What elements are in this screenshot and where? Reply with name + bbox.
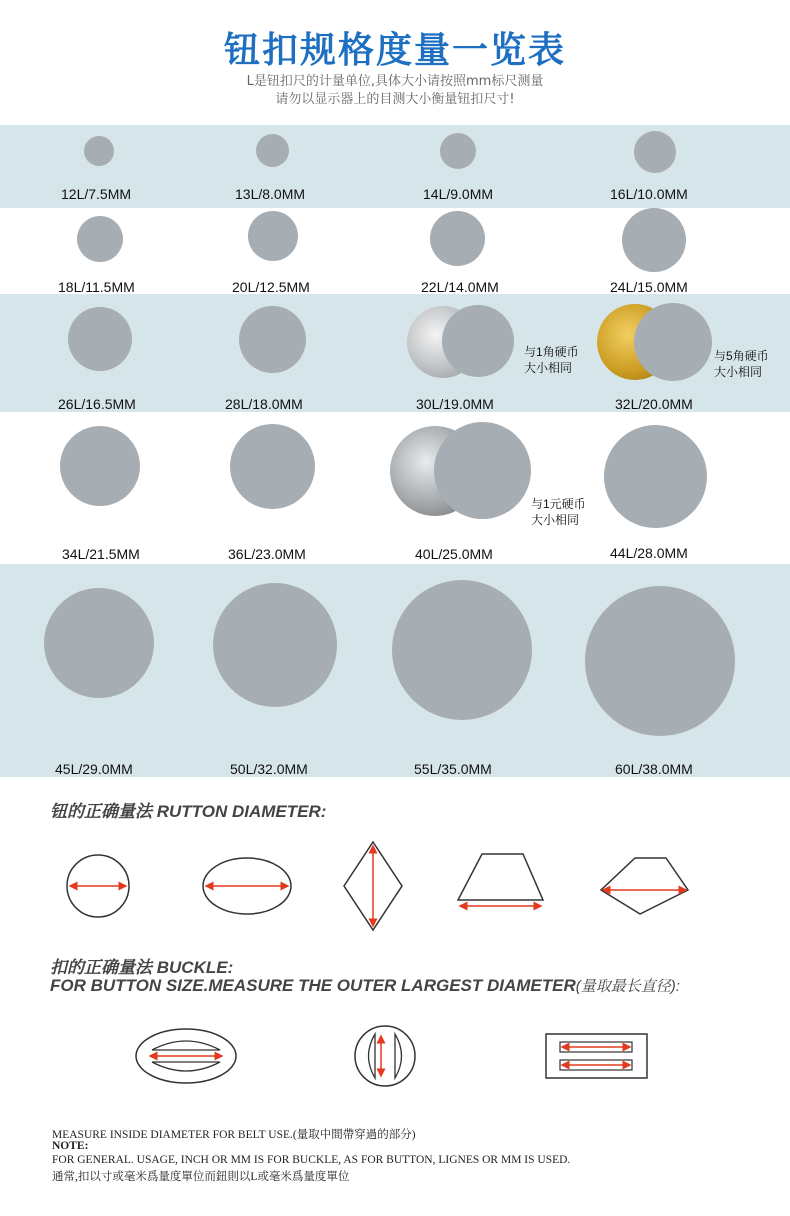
coin-note: 与1元硬币 大小相同: [531, 497, 586, 527]
button-size-circle: [44, 588, 154, 698]
size-label: 12L/7.5MM: [61, 186, 132, 202]
size-label: 40L/25.0MM: [415, 546, 493, 562]
button-size-circle: [77, 216, 123, 262]
size-label: 16L/10.0MM: [610, 186, 688, 202]
button-size-circle: [434, 422, 531, 519]
button-size-circle: [84, 136, 114, 166]
size-label: 55L/35.0MM: [414, 761, 492, 777]
button-size-circle: [442, 305, 514, 377]
size-label: 22L/14.0MM: [421, 279, 499, 295]
button-size-circle: [256, 134, 289, 167]
button-size-circle: [68, 307, 132, 371]
size-label: 32L/20.0MM: [615, 396, 693, 412]
coin-note: 与5角硬币 大小相同: [714, 349, 769, 379]
button-size-circle: [634, 131, 676, 173]
footer-note-en: FOR GENERAL. USAGE, INCH OR MM IS FOR BUCKLE, AS FOR BUTTON, LIGNES OR MM IS USED.: [52, 1154, 571, 1166]
subtitle-line-2: 请勿以显示器上的目测大小衡量钮扣尺寸!: [275, 92, 515, 107]
button-size-circle: [604, 425, 707, 528]
footer-belt-note: MEASURE INSIDE DIAMETER FOR BELT USE.(量取中間帶穿過的部分): [52, 1129, 416, 1141]
size-label: 60L/38.0MM: [615, 761, 693, 777]
button-size-circle: [440, 133, 476, 169]
size-label: 13L/8.0MM: [235, 186, 306, 202]
coin-note: 与1角硬币 大小相同: [524, 345, 579, 375]
size-label: 14L/9.0MM: [423, 186, 494, 202]
size-label: 45L/29.0MM: [55, 761, 133, 777]
button-size-circle: [239, 306, 306, 373]
size-label: 30L/19.0MM: [416, 396, 494, 412]
button-measure-heading: 钮的正确量法 RUTTON DIAMETER:: [50, 802, 327, 821]
size-label: 34L/21.5MM: [62, 546, 140, 562]
button-size-circle: [230, 424, 315, 509]
button-size-circle: [634, 303, 712, 381]
size-label: 44L/28.0MM: [610, 545, 688, 561]
button-size-circle: [430, 211, 485, 266]
buckle-measure-diagrams-icon: [130, 1022, 660, 1092]
footer-note-cn: 通常,扣以寸或毫米爲量度單位而鈕則以L或毫米爲量度單位: [52, 1171, 350, 1183]
buckle-measure-instruction: FOR BUTTON SIZE.MEASURE THE OUTER LARGEST DIAMETER(量取最长直径):: [50, 976, 680, 995]
size-label: 26L/16.5MM: [58, 396, 136, 412]
button-size-circle: [392, 580, 532, 720]
size-label: 28L/18.0MM: [225, 396, 303, 412]
buckle-measure-heading: 扣的正确量法 BUCKLE:: [50, 958, 234, 977]
button-measure-diagrams-icon: [50, 832, 710, 932]
button-size-circle: [213, 583, 337, 707]
size-label: 18L/11.5MM: [58, 279, 135, 295]
size-label: 20L/12.5MM: [232, 279, 310, 295]
button-size-circle: [248, 211, 298, 261]
size-label: 36L/23.0MM: [228, 546, 306, 562]
subtitle-line-1: L是钮扣尺的计量单位,具体大小请按照mm标尺测量: [246, 74, 544, 89]
size-label: 50L/32.0MM: [230, 761, 308, 777]
footer-note-label: NOTE:: [52, 1140, 89, 1152]
size-label: 24L/15.0MM: [610, 279, 688, 295]
button-size-circle: [60, 426, 140, 506]
button-size-circle: [622, 208, 686, 272]
page-title: 钮扣规格度量一览表: [223, 30, 566, 71]
button-size-circle: [585, 586, 735, 736]
